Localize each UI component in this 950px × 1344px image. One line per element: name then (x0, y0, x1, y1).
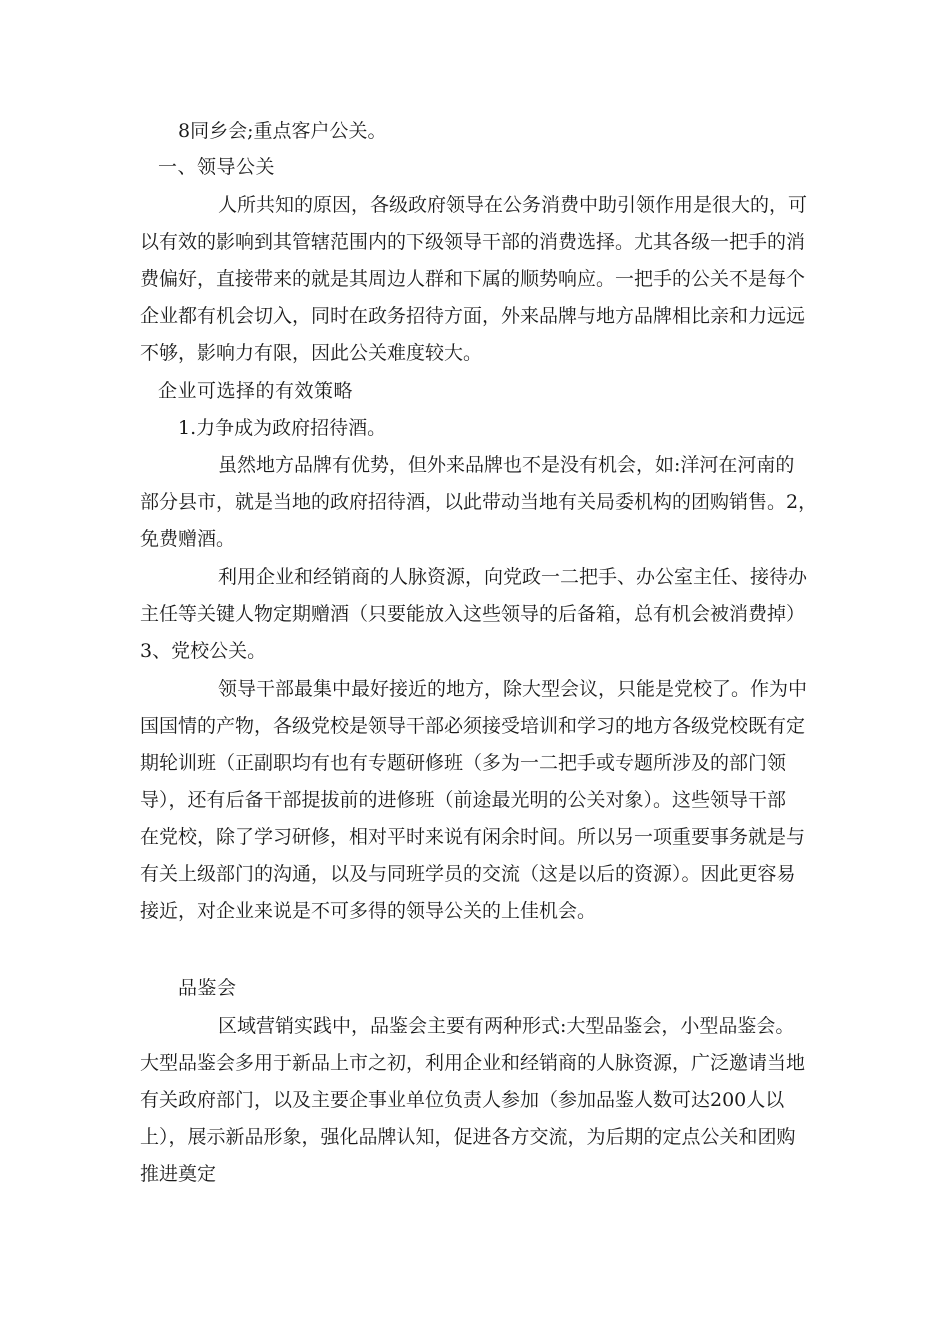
paragraph-line: 期轮训班（正副职均有也有专题研修班（多为一二把手或专题所涉及的部门领 (140, 752, 787, 774)
paragraph-line: 3、党校公关。 (140, 640, 267, 662)
paragraph-line: 虽然地方品牌有优势，但外来品牌也不是没有机会，如:洋河在河南的 (218, 454, 795, 476)
paragraph-line: 免费赠酒。 (140, 528, 236, 550)
paragraph-line: 部分县市，就是当地的政府招待酒，以此带动当地有关局委机构的团购销售。2， (140, 491, 818, 513)
paragraph-line: 利用企业和经销商的人脉资源，向党政一二把手、办公室主任、接待办 (218, 566, 808, 588)
paragraph-line: 人所共知的原因，各级政府领导在公务消费中助引领作用是很大的，可 (218, 194, 808, 216)
paragraph-line: 在党校，除了学习研修，相对平时来说有闲余时间。所以另一项重要事务就是与 (140, 826, 806, 848)
paragraph-line: 领导干部最集中最好接近的地方，除大型会议，只能是党校了。作为中 (218, 678, 808, 700)
paragraph-line: 导），还有后备干部提拔前的进修班（前途最光明的公关对象）。这些领导干部 (140, 789, 787, 811)
paragraph-line: 以有效的影响到其管辖范围内的下级领导干部的消费选择。尤其各级一把手的消 (140, 231, 806, 253)
paragraph-line: 大型品鉴会多用于新品上市之初，利用企业和经销商的人脉资源，广泛邀请当地 (140, 1052, 806, 1074)
paragraph-line: 上），展示新品形象，强化品牌认知，促进各方交流，为后期的定点公关和团购 (140, 1126, 796, 1148)
text-line-1: 8同乡会;重点客户公关。 (178, 120, 387, 142)
paragraph-line: 有关上级部门的沟通，以及与同班学员的交流（这是以后的资源）。因此更容易 (140, 863, 796, 885)
paragraph-line: 接近，对企业来说是不可多得的领导公关的上佳机会。 (140, 900, 597, 922)
paragraph-line: 推进奠定 (140, 1163, 217, 1185)
subheading-strategies: 企业可选择的有效策略 (158, 380, 354, 402)
paragraph-line: 国国情的产物，各级党校是领导干部必须接受培训和学习的地方各级党校既有定 (140, 715, 806, 737)
list-item-1: 1.力争成为政府招待酒。 (178, 417, 387, 439)
section-heading-leader-pr: 一、领导公关 (158, 156, 276, 178)
paragraph-line: 有关政府部门，以及主要企事业单位负责人参加（参加品鉴人数可达200人以 (140, 1089, 785, 1111)
paragraph-line: 区域营销实践中，品鉴会主要有两种形式:大型品鉴会，小型品鉴会。 (218, 1015, 795, 1037)
paragraph-line: 主任等关键人物定期赠酒（只要能放入这些领导的后备箱，总有机会被消费掉） (140, 603, 806, 625)
paragraph-line: 费偏好，直接带来的就是其周边人群和下属的顺势响应。一把手的公关不是每个 (140, 268, 806, 290)
paragraph-line: 不够，影响力有限，因此公关难度较大。 (140, 342, 483, 364)
paragraph-line: 企业都有机会切入，同时在政务招待方面，外来品牌与地方品牌相比亲和力远远 (140, 305, 806, 327)
section-heading-tasting: 品鉴会 (178, 977, 237, 999)
